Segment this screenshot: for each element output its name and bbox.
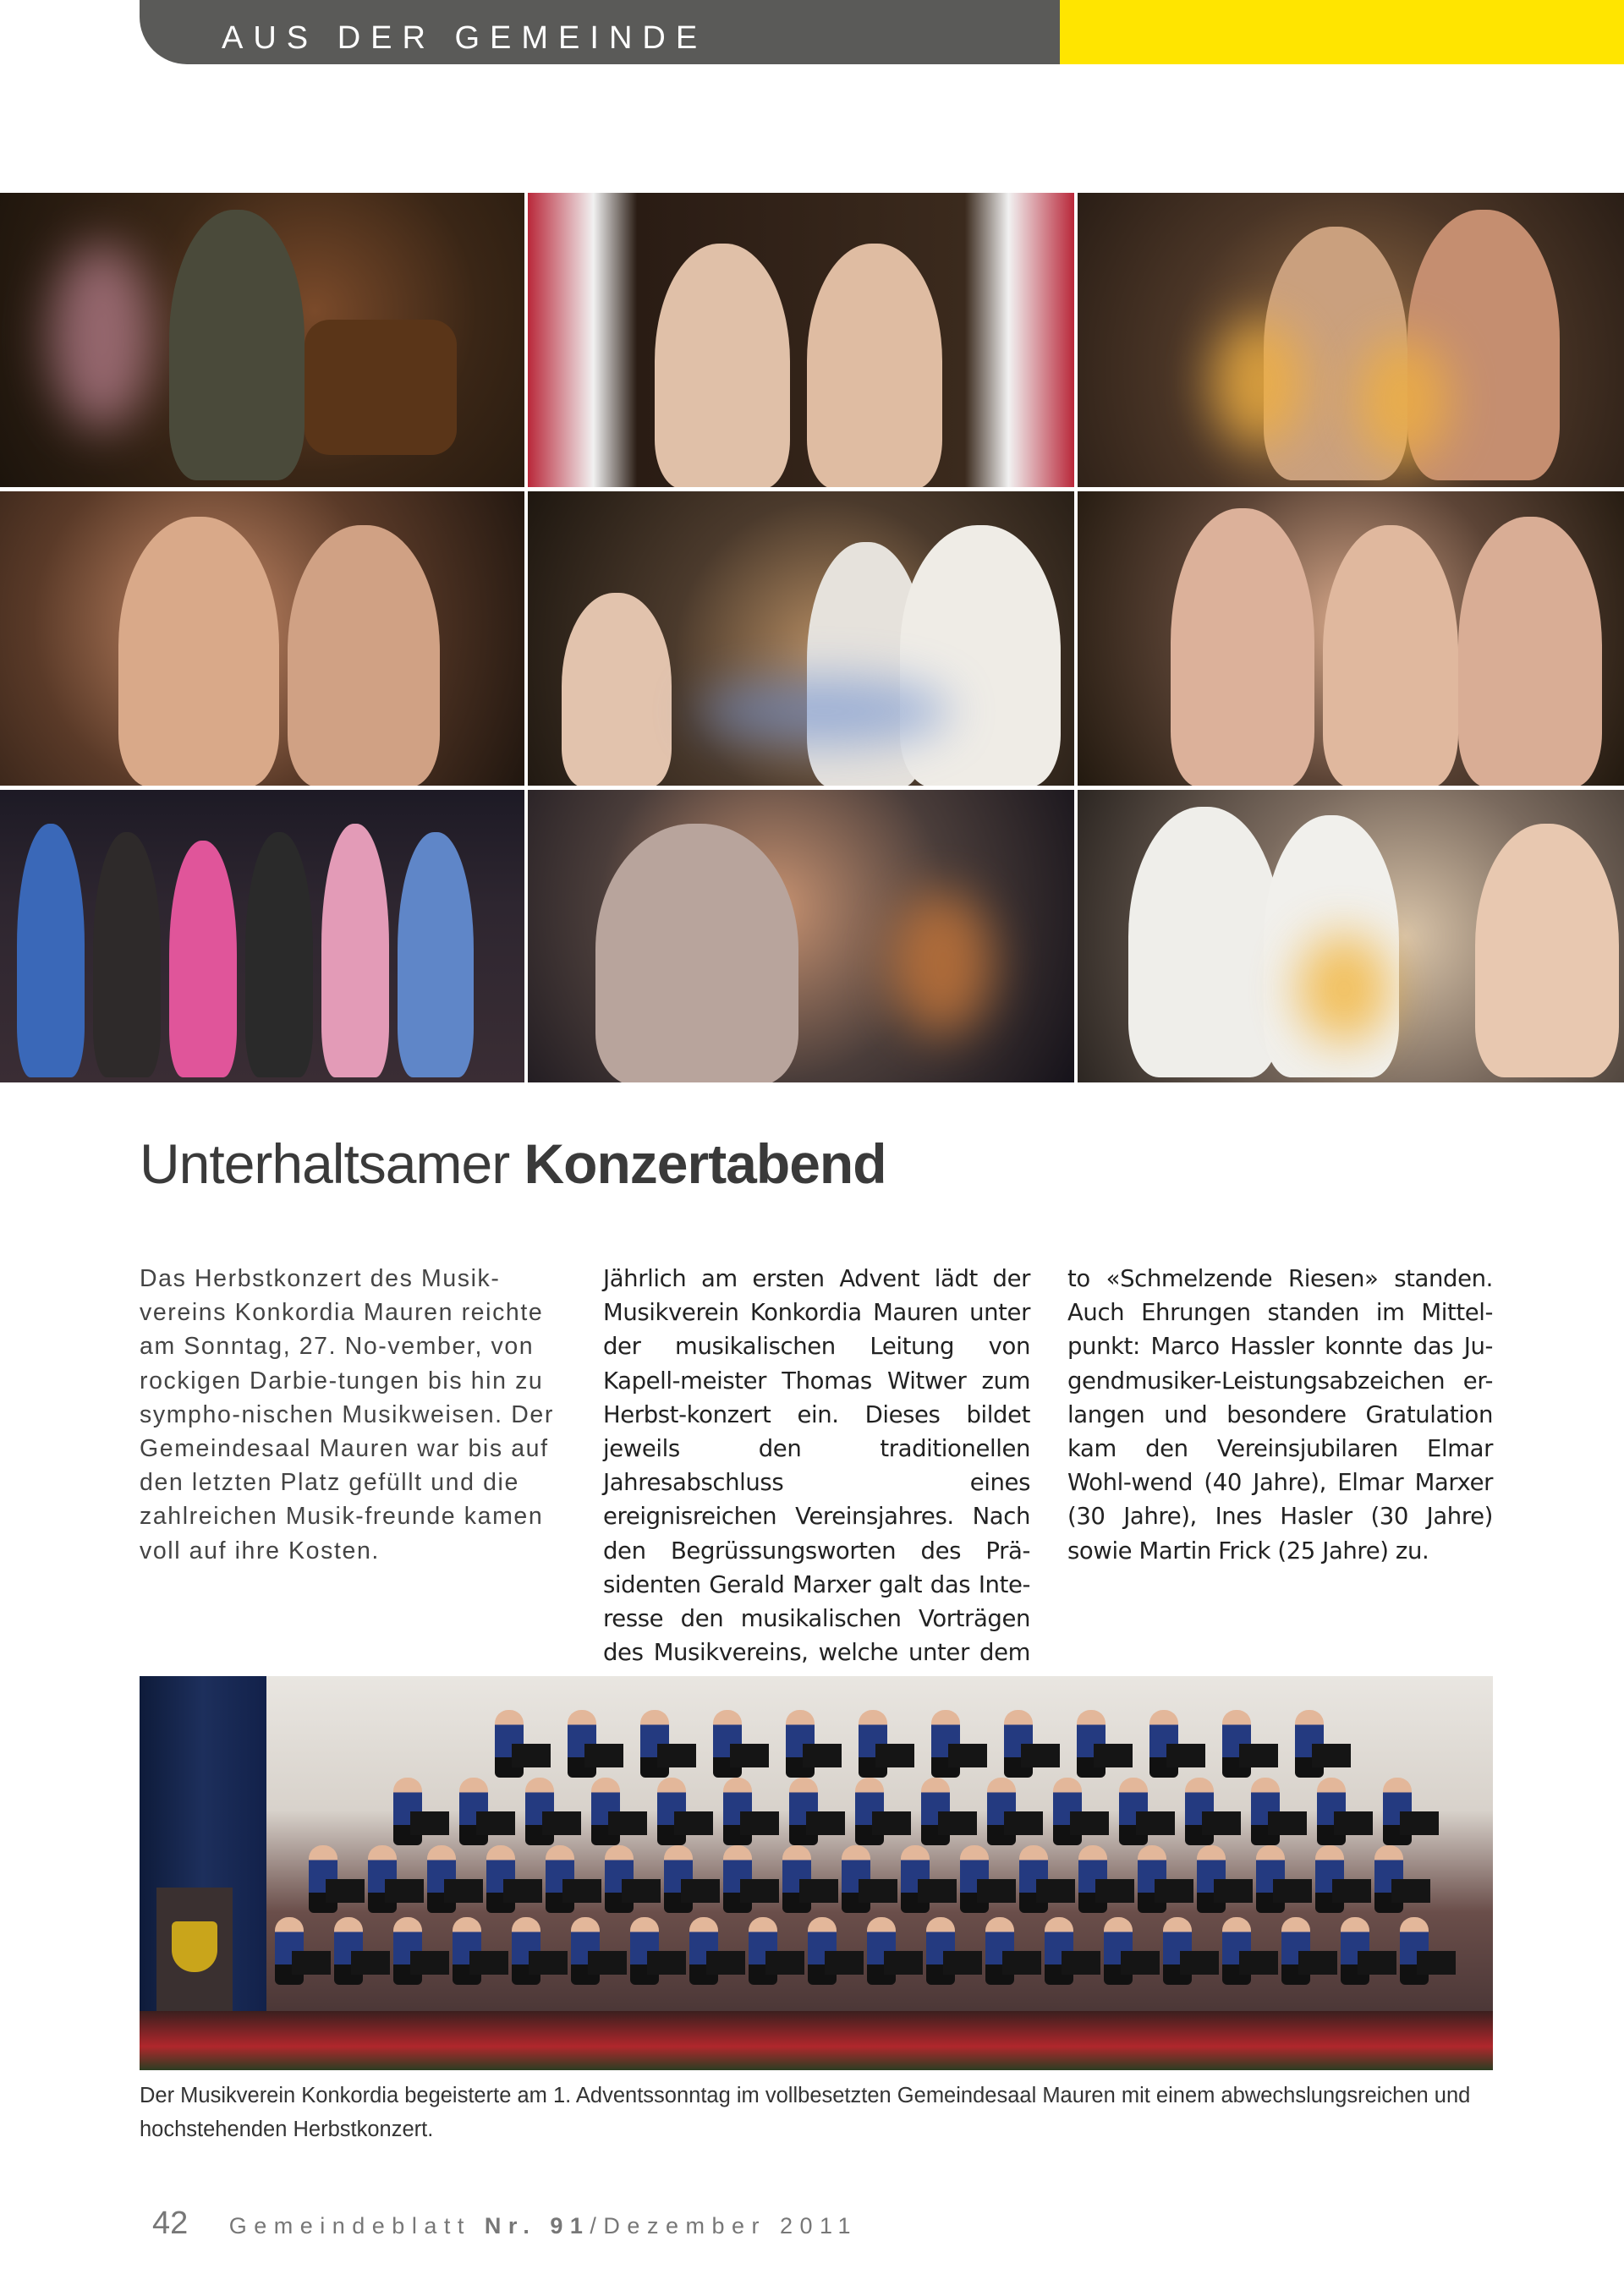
music-stand bbox=[1273, 1879, 1312, 1903]
podium-crest bbox=[172, 1921, 217, 1972]
article-intro: Das Herbstkonzert des Musik-vereins Konkordia Mauren reichte am Sonntag, 27. No-vember, von rockigen Darbie-tungen bis hin zu sympho-nischen Musikweisen. Der Gemeindesaal Mauren war bis auf den letzten Platz gefüllt und die zahlreichen Musik-freunde kamen voll auf ihre Kosten. bbox=[140, 1265, 554, 1564]
music-stand bbox=[512, 1744, 551, 1767]
music-stand bbox=[884, 1951, 923, 1975]
music-stand bbox=[326, 1879, 365, 1903]
music-stand bbox=[1004, 1811, 1043, 1835]
music-stand bbox=[657, 1744, 696, 1767]
music-stand bbox=[529, 1951, 568, 1975]
stage-floor bbox=[140, 2011, 1493, 2070]
photo-table-guests bbox=[1078, 790, 1624, 1082]
music-stand bbox=[503, 1879, 542, 1903]
music-stand bbox=[872, 1811, 911, 1835]
music-stand bbox=[681, 1879, 720, 1903]
music-stand bbox=[1332, 1879, 1371, 1903]
concert-photo bbox=[140, 1676, 1493, 2070]
music-stand bbox=[1155, 1879, 1193, 1903]
music-stand bbox=[1202, 1811, 1241, 1835]
music-stand bbox=[1062, 1951, 1100, 1975]
music-stand bbox=[1121, 1951, 1160, 1975]
music-stand bbox=[1166, 1744, 1205, 1767]
page-footer bbox=[152, 2206, 858, 2242]
music-stand bbox=[622, 1879, 661, 1903]
music-stand bbox=[1095, 1879, 1134, 1903]
music-stand bbox=[469, 1951, 508, 1975]
music-stand bbox=[562, 1879, 601, 1903]
photo-table-family bbox=[528, 491, 1074, 786]
music-stand bbox=[825, 1951, 864, 1975]
music-stand bbox=[1036, 1879, 1075, 1903]
music-stand bbox=[1239, 1744, 1278, 1767]
music-stand bbox=[1391, 1879, 1430, 1903]
music-stand bbox=[385, 1879, 424, 1903]
music-stand bbox=[948, 1744, 987, 1767]
music-stand bbox=[859, 1879, 897, 1903]
music-stand bbox=[765, 1951, 804, 1975]
music-stand bbox=[1298, 1951, 1337, 1975]
publication-name: Gemeindeblatt bbox=[228, 2213, 471, 2238]
article-column-2: Jährlich am ersten Advent lädt der Musikverein Konkordia Mauren unter der musikalischen Leitung von Kapell-meister Thomas Witwer zum Herbst-konzert ein. Dieses bildet jeweils den traditionellen Jahresabschluss eines ereignisreichen Vereinsjahres. Nach den Begrüssungsworten des Prä-sidenten Gerald Marxer galt das Inte-resse den musikalischen Vorträgen des Musikvereins, welche unter dem bbox=[603, 1265, 1030, 1667]
music-stand bbox=[584, 1744, 623, 1767]
headline-bold: Konzertabend bbox=[524, 1132, 886, 1195]
photo-grid bbox=[0, 193, 1624, 1084]
photo-two-women-smiling bbox=[0, 491, 524, 786]
music-stand bbox=[542, 1811, 581, 1835]
photo-keg-tapping bbox=[0, 193, 524, 487]
music-stand bbox=[1070, 1811, 1109, 1835]
music-stand bbox=[351, 1951, 390, 1975]
article-column-3: to «Schmelzende Riesen» standen. Auch Ehrungen standen im Mittel-punkt: Marco Hassler konnte das Ju-gendmusiker-Leistungsabzeichen er-langen und besondere Gratulation kam den Vereinsjubilaren Elmar Wohl-wend (40 Jahre), Elmar Marxer (30 Jahre), Ines Hasler (30 Jahre) sowie Martin Frick (25 Jahre) zu. bbox=[1067, 1265, 1493, 1564]
music-stand bbox=[1417, 1951, 1456, 1975]
photo-beer-toast bbox=[1078, 193, 1624, 487]
music-stand bbox=[918, 1879, 957, 1903]
music-stand bbox=[799, 1879, 838, 1903]
issue-number: Nr. 91 bbox=[484, 2213, 590, 2238]
photo-three-women bbox=[1078, 491, 1624, 786]
music-stand bbox=[1214, 1879, 1253, 1903]
music-stand bbox=[1400, 1811, 1439, 1835]
music-stand bbox=[1268, 1811, 1307, 1835]
issue-date: /Dezember 2011 bbox=[590, 2213, 859, 2238]
music-stand bbox=[1002, 1951, 1041, 1975]
music-stand bbox=[706, 1951, 745, 1975]
music-stand bbox=[806, 1811, 845, 1835]
music-stand bbox=[444, 1879, 483, 1903]
music-stand bbox=[740, 1811, 779, 1835]
music-stand bbox=[938, 1811, 977, 1835]
music-stand bbox=[1334, 1811, 1373, 1835]
music-stand bbox=[608, 1811, 647, 1835]
music-stand bbox=[977, 1879, 1016, 1903]
music-stand bbox=[476, 1811, 515, 1835]
music-stand bbox=[1094, 1744, 1133, 1767]
photo-caption: Der Musikverein Konkordia begeisterte am 1. Adventssonntag im vollbesetzten Gemeindesaal Mauren mit einem abwechslungsreichen und hochstehenden Herbstkonzert. bbox=[140, 2084, 1471, 2141]
music-stand bbox=[292, 1951, 331, 1975]
music-stand bbox=[1136, 1811, 1175, 1835]
header-accent-block bbox=[1060, 0, 1624, 64]
section-title: AUS DER GEMEINDE bbox=[222, 20, 708, 56]
music-stand bbox=[410, 1811, 449, 1835]
headline-light: Unterhaltsamer bbox=[140, 1132, 510, 1195]
photo-man-with-microphone bbox=[528, 790, 1074, 1082]
page-number: 42 bbox=[152, 2206, 189, 2241]
music-stand bbox=[1358, 1951, 1396, 1975]
music-stand bbox=[647, 1951, 686, 1975]
music-stand bbox=[1021, 1744, 1060, 1767]
music-stand bbox=[588, 1951, 627, 1975]
photo-dirndl-group bbox=[0, 790, 524, 1082]
photo-two-girls-window bbox=[528, 193, 1074, 487]
music-stand bbox=[875, 1744, 914, 1767]
music-stand bbox=[803, 1744, 842, 1767]
music-stand bbox=[1239, 1951, 1278, 1975]
music-stand bbox=[674, 1811, 713, 1835]
music-stand bbox=[1180, 1951, 1219, 1975]
music-stand bbox=[943, 1951, 982, 1975]
music-stand bbox=[730, 1744, 769, 1767]
music-stand bbox=[740, 1879, 779, 1903]
music-stand bbox=[1312, 1744, 1351, 1767]
article-headline bbox=[140, 1132, 886, 1196]
music-stand bbox=[410, 1951, 449, 1975]
